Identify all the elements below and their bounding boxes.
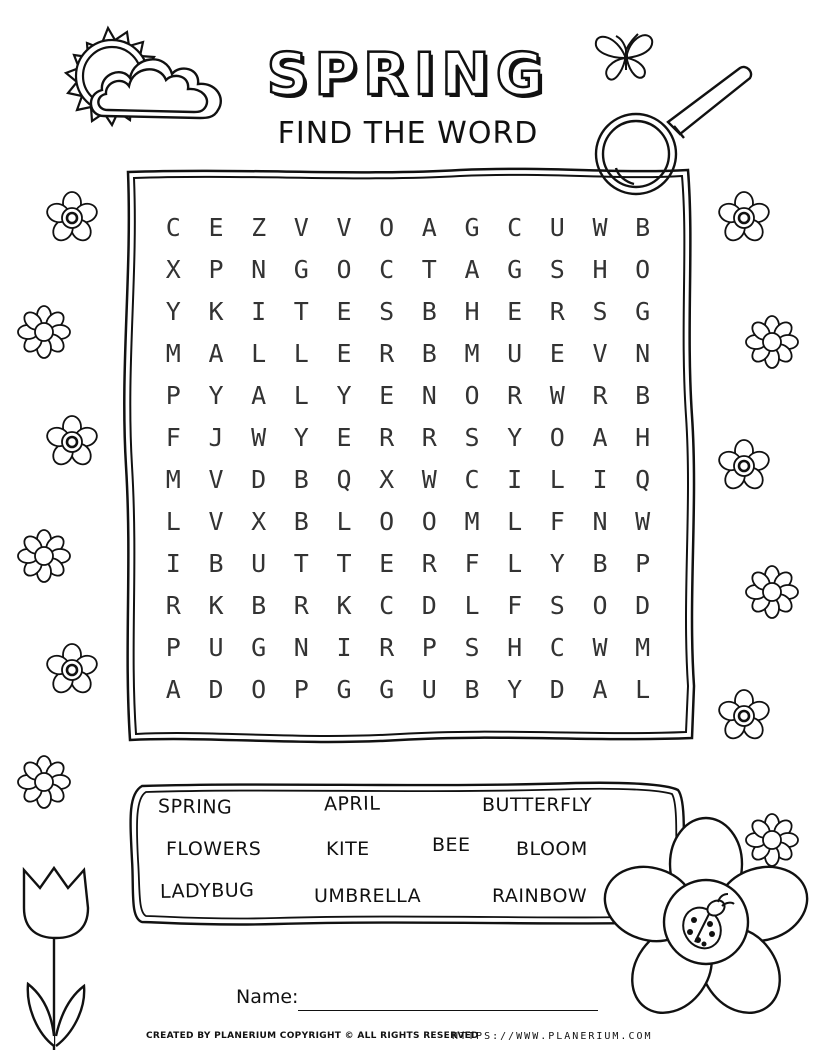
grid-letter: C	[165, 212, 181, 242]
grid-letter: F	[165, 422, 181, 452]
flower-icon	[14, 302, 74, 362]
grid-letter: B	[208, 548, 224, 578]
grid-letter: L	[507, 506, 523, 536]
grid-letter: T	[293, 296, 309, 326]
grid-letter: D	[208, 674, 224, 704]
word-bank-item: APRIL	[323, 792, 381, 816]
grid-letter: O	[635, 254, 651, 284]
grid-letter: N	[421, 380, 437, 410]
grid-letter: Y	[507, 674, 523, 704]
grid-letter: I	[251, 296, 267, 326]
word-bank-item: UMBRELLA	[314, 885, 422, 907]
grid-letter: H	[464, 296, 480, 326]
grid-letter: L	[293, 338, 309, 368]
grid-letter: G	[507, 254, 523, 284]
grid-letter: T	[293, 548, 309, 578]
grid-letter: R	[379, 632, 395, 662]
grid-letter: E	[336, 338, 352, 368]
grid-letter: L	[549, 464, 565, 494]
grid-letter: L	[165, 506, 181, 536]
grid-letter: P	[165, 380, 181, 410]
grid-letter: M	[635, 632, 651, 662]
grid-letter: Q	[635, 464, 651, 494]
grid-letter: A	[464, 254, 480, 284]
grid-letter: E	[379, 548, 395, 578]
grid-letter: S	[464, 422, 480, 452]
grid-letter: K	[208, 296, 224, 326]
grid-letter: D	[549, 674, 565, 704]
grid-letter: I	[165, 548, 181, 578]
grid-letter: Y	[293, 422, 309, 452]
grid-letter: R	[421, 548, 437, 578]
grid-letter: P	[635, 548, 651, 578]
grid-letter: L	[635, 674, 651, 704]
grid-letter: B	[421, 296, 437, 326]
grid-letter: S	[379, 296, 395, 326]
grid-letter: G	[251, 632, 267, 662]
grid-letter: S	[549, 590, 565, 620]
grid-letter: H	[635, 422, 651, 452]
grid-letter: W	[592, 632, 608, 662]
grid-letter: G	[635, 296, 651, 326]
grid-letter: B	[592, 548, 608, 578]
grid-letter: K	[208, 590, 224, 620]
grid-letter: B	[293, 506, 309, 536]
grid-letter: N	[592, 506, 608, 536]
grid-letter: F	[507, 590, 523, 620]
grid-letter: N	[293, 632, 309, 662]
grid-letter: L	[293, 380, 309, 410]
word-bank-item: RAINBOW	[492, 885, 588, 907]
grid-letter: D	[421, 590, 437, 620]
grid-letter: R	[421, 422, 437, 452]
grid-letter: E	[507, 296, 523, 326]
grid-letter: W	[421, 464, 437, 494]
grid-letter: E	[208, 212, 224, 242]
grid-letter: A	[592, 422, 608, 452]
flower-ladybug-illustration	[606, 822, 806, 1022]
grid-letter: V	[592, 338, 608, 368]
grid-letter: J	[208, 422, 224, 452]
grid-letter: Y	[549, 548, 565, 578]
word-bank-item: SPRING	[157, 795, 233, 819]
grid-letter: G	[293, 254, 309, 284]
grid-letter: B	[251, 590, 267, 620]
grid-letter: C	[379, 254, 395, 284]
grid-letter: F	[549, 506, 565, 536]
grid-letter: U	[421, 674, 437, 704]
word-bank-item: BUTTERFLY	[482, 794, 593, 816]
grid-letter: M	[464, 506, 480, 536]
grid-letter: O	[549, 422, 565, 452]
grid-letter: R	[507, 380, 523, 410]
grid-letter: L	[336, 506, 352, 536]
grid-letter: W	[592, 212, 608, 242]
grid-letter: M	[165, 338, 181, 368]
grid-letter: B	[635, 380, 651, 410]
grid-letter: Z	[251, 212, 267, 242]
grid-letter: A	[251, 380, 267, 410]
grid-letter: H	[592, 254, 608, 284]
grid-letter: B	[421, 338, 437, 368]
grid-letter: M	[464, 338, 480, 368]
grid-letter: C	[379, 590, 395, 620]
grid-letter: Q	[336, 464, 352, 494]
grid-letter: O	[379, 212, 395, 242]
grid-letter: Y	[165, 296, 181, 326]
grid-letter: B	[464, 674, 480, 704]
grid-letter: D	[251, 464, 267, 494]
grid-letter: W	[549, 380, 565, 410]
grid-letter: R	[549, 296, 565, 326]
flower-icon	[14, 752, 74, 812]
grid-letter: W	[251, 422, 267, 452]
grid-letter: L	[507, 548, 523, 578]
footer-credit: CREATED BY PLANERIUM COPYRIGHT © ALL RIGHTS RESERVED	[146, 1031, 479, 1041]
grid-letter: X	[165, 254, 181, 284]
flower-icon	[714, 436, 774, 496]
page-subtitle: FIND THE WORD	[277, 116, 539, 151]
grid-letter: A	[592, 674, 608, 704]
grid-letter: T	[421, 254, 437, 284]
grid-letter: R	[293, 590, 309, 620]
grid-letter: G	[464, 212, 480, 242]
grid-letter: A	[165, 674, 181, 704]
word-bank-item: FLOWERS	[166, 838, 262, 860]
grid-letter: D	[635, 590, 651, 620]
grid-letter: I	[507, 464, 523, 494]
flower-icon	[742, 562, 802, 622]
grid-letter: G	[379, 674, 395, 704]
grid-letter: E	[379, 380, 395, 410]
grid-letter: R	[379, 338, 395, 368]
grid-letter: N	[251, 254, 267, 284]
grid-letter: O	[251, 674, 267, 704]
grid-letter: X	[379, 464, 395, 494]
grid-letter: X	[251, 506, 267, 536]
grid-letter: E	[336, 296, 352, 326]
grid-letter: P	[293, 674, 309, 704]
grid-letter: R	[379, 422, 395, 452]
grid-letter: I	[592, 464, 608, 494]
grid-letter: G	[336, 674, 352, 704]
name-line[interactable]	[298, 1010, 598, 1011]
tulip-icon	[18, 858, 98, 1054]
grid-letter: Y	[507, 422, 523, 452]
grid-letter: V	[293, 212, 309, 242]
grid-letter: R	[592, 380, 608, 410]
word-bank-item: LADYBUG	[159, 879, 255, 903]
grid-letter: N	[635, 338, 651, 368]
grid-letter: C	[549, 632, 565, 662]
footer-url: HTTPS://WWW.PLANERIUM.COM	[452, 1031, 653, 1042]
flower-icon	[42, 412, 102, 472]
grid-letter: F	[464, 548, 480, 578]
word-bank-item: BEE	[432, 834, 471, 856]
grid-letter: K	[336, 590, 352, 620]
grid-letter: R	[165, 590, 181, 620]
grid-letter: U	[208, 632, 224, 662]
grid-letter: P	[421, 632, 437, 662]
grid-letter: H	[507, 632, 523, 662]
grid-letter: S	[549, 254, 565, 284]
grid-letter: P	[208, 254, 224, 284]
grid-letter: Y	[208, 380, 224, 410]
grid-letter: T	[336, 548, 352, 578]
page-title: SPRING	[266, 40, 550, 108]
grid-letter: B	[635, 212, 651, 242]
grid-letter: I	[336, 632, 352, 662]
flower-icon	[714, 686, 774, 746]
grid-letter: W	[635, 506, 651, 536]
grid-letter: S	[464, 632, 480, 662]
grid-letter: E	[549, 338, 565, 368]
grid-letter: V	[208, 464, 224, 494]
grid-letter: M	[165, 464, 181, 494]
grid-letter: U	[549, 212, 565, 242]
grid-letter: P	[165, 632, 181, 662]
grid-letter: A	[421, 212, 437, 242]
grid-letter: O	[421, 506, 437, 536]
flower-icon	[742, 312, 802, 372]
grid-letter: E	[336, 422, 352, 452]
grid-letter: C	[507, 212, 523, 242]
grid-letter: O	[336, 254, 352, 284]
grid-letter: C	[464, 464, 480, 494]
grid-letter: L	[464, 590, 480, 620]
grid-letter: L	[251, 338, 267, 368]
grid-letter: V	[208, 506, 224, 536]
flower-icon	[42, 188, 102, 248]
name-label: Name:	[236, 986, 299, 1008]
word-bank-item: KITE	[326, 838, 370, 860]
grid-letter: O	[592, 590, 608, 620]
grid-letter: S	[592, 296, 608, 326]
grid-letter: O	[379, 506, 395, 536]
grid-letter: U	[507, 338, 523, 368]
letter-grid	[152, 206, 664, 710]
grid-letter: V	[336, 212, 352, 242]
grid-letter: A	[208, 338, 224, 368]
flower-icon	[42, 640, 102, 700]
word-bank-item: BLOOM	[516, 838, 588, 860]
flower-icon	[714, 188, 774, 248]
flower-icon	[14, 526, 74, 586]
grid-letter: Y	[336, 380, 352, 410]
grid-letter: B	[293, 464, 309, 494]
grid-letter: O	[464, 380, 480, 410]
grid-letter: U	[251, 548, 267, 578]
